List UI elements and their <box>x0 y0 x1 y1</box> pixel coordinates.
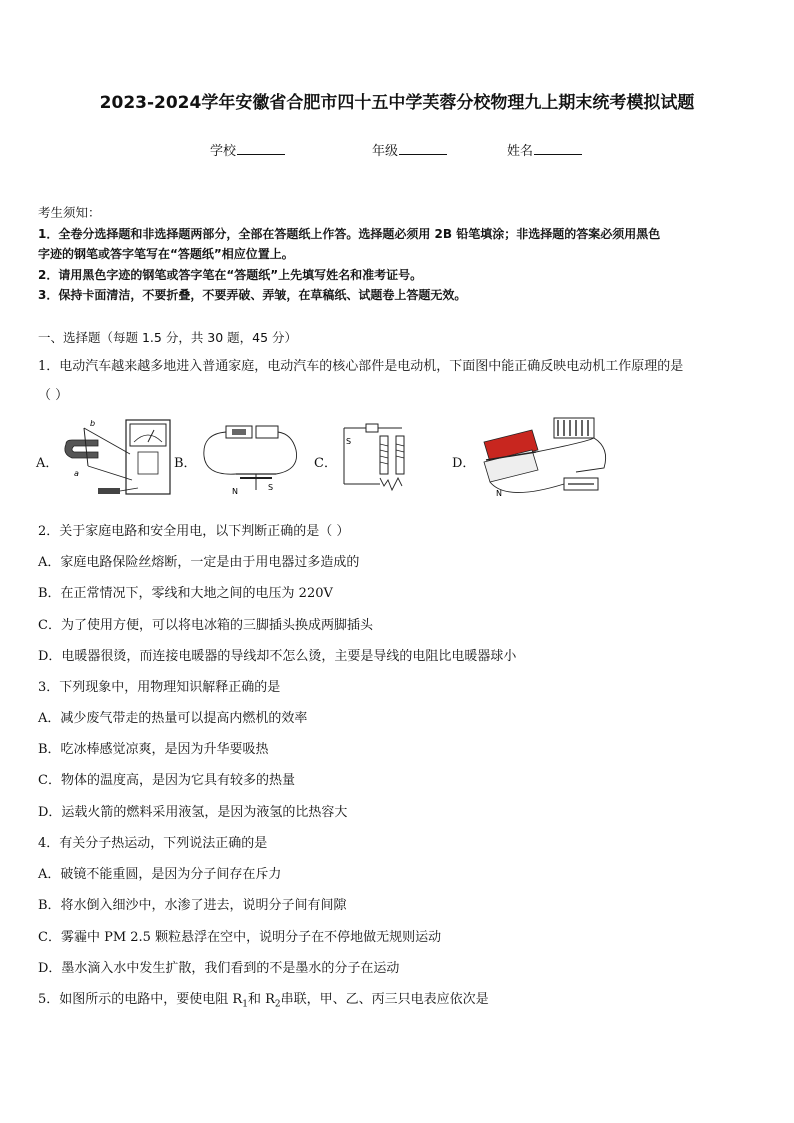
label-s-b: S <box>268 483 274 492</box>
page-title: 2023-2024学年安徽省合肥市四十五中学芙蓉分校物理九上期末统考模拟试题 <box>99 93 695 113</box>
school-field <box>210 140 285 159</box>
figure-a-generator-galvanometer <box>58 414 178 504</box>
label-b: b <box>90 419 96 428</box>
question-1-stem-bracket: （ ） <box>38 388 69 403</box>
question-3-option-c: C．物体的温度高，是因为它具有较多的热量 <box>38 773 295 788</box>
question-1-figures <box>36 412 616 512</box>
question-3-option-d: D．运载火箭的燃料采用液氢，是因为液氢的比热容大 <box>38 805 348 820</box>
question-2-option-d: D．电暖器很烫，而连接电暖器的导线却不怎么烫，主要是导线的电阻比电暖器球小 <box>38 649 517 664</box>
figure-c-electromagnet <box>336 414 446 504</box>
question-5-stem: 5．如图所示的电路中，要使电阻 $R_1$和 $R_2$串联，甲、乙、丙三只电表应依次是 <box>38 992 489 1010</box>
option-b-label: B． <box>174 456 197 471</box>
notice-item: 1．全卷分选择题和非选择题两部分，全部在答题纸上作答。选择题必须用 2B 铅笔填涂；非选择题的答案必须用黑色 <box>38 226 661 241</box>
question-2-option-a: A．家庭电路保险丝熔断，一定是由于用电器过多造成的 <box>38 555 360 570</box>
label-a: a <box>74 469 79 478</box>
label-n-d: N <box>496 489 502 498</box>
name-field <box>507 140 582 159</box>
notice-item: 2．请用黑色字迹的钢笔或答字笔在“答题纸”上先填写姓名和准考证号。 <box>38 267 423 282</box>
question-2-option-b: B．在正常情况下，零线和大地之间的电压为 220V <box>38 586 333 601</box>
name-blank <box>534 142 582 155</box>
question-4-stem: 4．有关分子热运动，下列说法正确的是 <box>38 836 268 851</box>
option-d-label: D． <box>452 456 476 471</box>
school-blank <box>237 142 285 155</box>
question-4-option-b: B．将水倒入细沙中，水渗了进去，说明分子间有间隙 <box>38 898 347 913</box>
name-label: 姓名 <box>507 144 534 159</box>
notice-item: 字迹的钢笔或答字笔写在“答题纸”相应位置上。 <box>38 247 294 261</box>
question-4-option-a: A．破镜不能重圆，是因为分子间存在斥力 <box>38 867 282 882</box>
option-c-label: C． <box>314 456 337 471</box>
question-3-option-a: A．减少废气带走的热量可以提高内燃机的效率 <box>38 711 308 726</box>
exam-notice <box>38 203 760 306</box>
question-2-option-c: C．为了使用方便，可以将电冰箱的三脚插头换成两脚插头 <box>38 618 373 633</box>
notice-heading: 考生须知： <box>38 205 101 220</box>
figure-b-oersted-experiment <box>196 420 311 500</box>
option-a-label: A． <box>36 456 59 471</box>
label-n-b: N <box>232 487 238 496</box>
grade-field <box>372 140 447 159</box>
figure-d-motor-principle <box>476 412 616 508</box>
grade-blank <box>399 142 447 155</box>
question-1-stem: 1．电动汽车越来越多地进入普通家庭，电动汽车的核心部件是电动机，下面图中能正确反映电动机工作原理的是 <box>38 359 684 374</box>
notice-item: 3．保持卡面清洁，不要折叠，不要弄破、弄皱，在草稿纸、试题卷上答题无效。 <box>38 288 467 302</box>
label-s-c: S <box>346 437 352 446</box>
school-label: 学校 <box>210 144 237 159</box>
question-4-option-d: D．墨水滴入水中发生扩散，我们看到的不是墨水的分子在运动 <box>38 961 400 976</box>
question-2-stem: 2．关于家庭电路和安全用电，以下判断正确的是（ ） <box>38 524 350 539</box>
grade-label: 年级 <box>372 144 399 159</box>
question-4-option-c: C．雾霾中 PM 2.5 颗粒悬浮在空中，说明分子在不停地做无规则运动 <box>38 930 442 945</box>
section-heading: 一、选择题（每题 1.5 分，共 30 题，45 分） <box>38 330 298 345</box>
question-3-stem: 3．下列现象中，用物理知识解释正确的是 <box>38 680 281 695</box>
question-3-option-b: B．吃冰棒感觉凉爽，是因为升华要吸热 <box>38 742 269 757</box>
